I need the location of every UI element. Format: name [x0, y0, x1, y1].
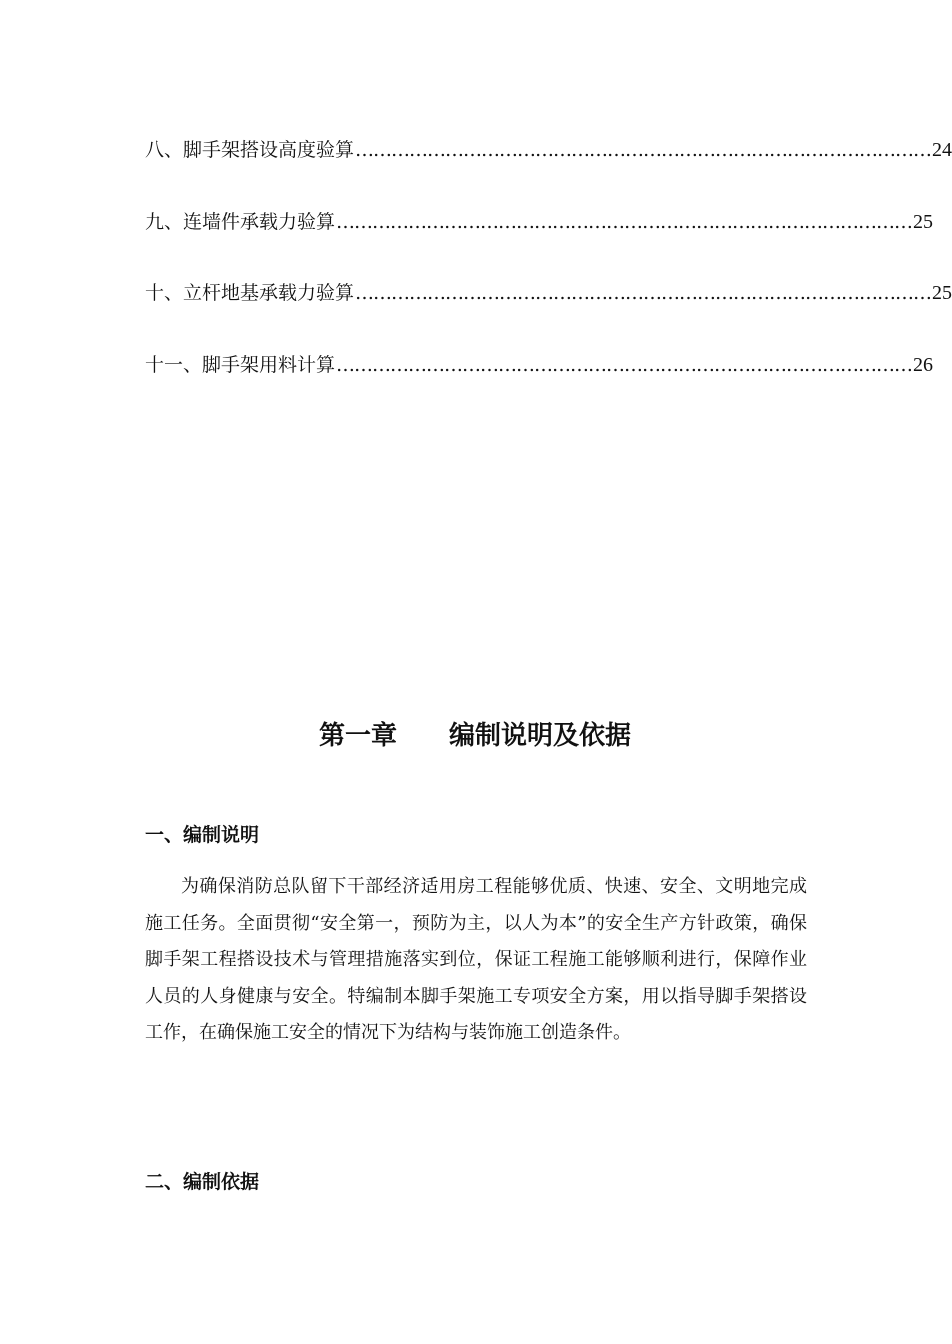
toc-entry-title: 九、连墙件承载力验算	[145, 210, 336, 233]
section-heading-preparation-basis: 二、编制依据	[145, 1171, 260, 1193]
toc-entry[interactable]	[145, 275, 952, 347]
toc-leader-dots: ……………………………………………………………………………………	[336, 353, 913, 376]
toc-leader-dots: ……………………………………………………………………………………	[355, 282, 932, 304]
toc-page-number: 25	[932, 282, 952, 304]
toc-entry-title: 十、立杆地基承载力验算	[145, 282, 355, 304]
toc-page-number: 26	[913, 353, 934, 376]
body-paragraph: 为确保消防总队留下干部经济适用房工程能够优质、快速、安全、文明地完成施工任务。全面贯彻“安全第一，预防为主，以人为本”的安全生产方针政策，确保脚手架工程搭设技术与管理措施落实到位，保证工程施工能够顺利进行，保障作业人员的人身健康与安全。特编制本脚手架施工专项安全方案，用以指导脚手架搭设工作，在确保施工安全的情况下为结构与装饰施工创造条件。	[145, 876, 807, 1043]
table-of-contents	[145, 132, 952, 418]
toc-page-number: 25	[913, 210, 934, 233]
toc-entry[interactable]	[145, 132, 952, 204]
section-heading-preparation-notes: 一、编制说明	[145, 824, 260, 846]
toc-entry[interactable]	[145, 204, 934, 276]
chapter-title: 第一章 编制说明及依据	[318, 721, 631, 751]
toc-entry-title: 八、脚手架搭设高度验算	[145, 139, 355, 161]
toc-leader-dots: ……………………………………………………………………………………	[355, 139, 932, 161]
toc-page-number: 24	[932, 139, 952, 161]
toc-entry-title: 十一、脚手架用料计算	[145, 353, 336, 376]
toc-leader-dots: ……………………………………………………………………………………	[336, 210, 913, 233]
toc-entry[interactable]	[145, 347, 934, 419]
